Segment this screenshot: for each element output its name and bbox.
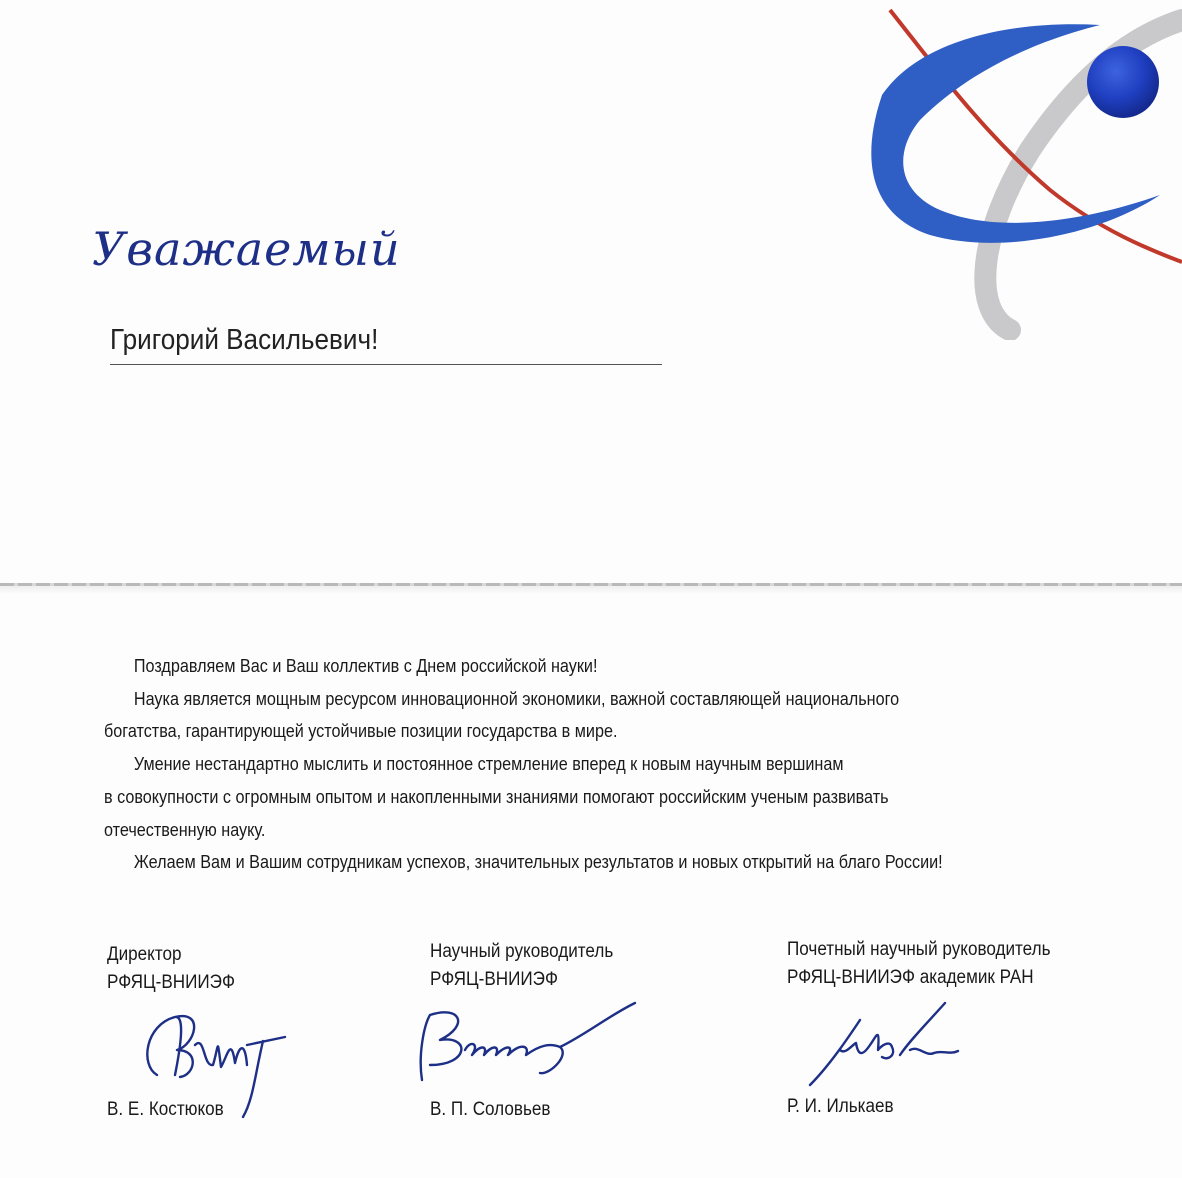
signatory-scientific-director (430, 938, 634, 994)
signatory-honorary-director (787, 936, 1080, 992)
signatory-name: Р. И. Илькаев (787, 1096, 894, 1117)
paragraph: Желаем Вам и Вашим сотрудникам успехов, значительных результатов и новых открытий на благо России! (133, 851, 943, 873)
paragraph: отечественную науку. (104, 818, 266, 840)
signatory-title: Почетный научный руководитель (787, 939, 1051, 960)
paragraph: в совокупности с огромным опытом и накопленными знаниями помогают российским ученым развивать (104, 785, 889, 807)
salutation: Уважаемый (92, 222, 401, 276)
signatory-organization: РФЯЦ-ВНИИЭФ (430, 969, 558, 990)
paragraph: богатства, гарантирующей устойчивые позиции государства в мире. (104, 720, 618, 742)
atom-orbit-logo-icon (860, 0, 1182, 340)
signatory-director (107, 941, 249, 997)
paragraph: Умение нестандартно мыслить и постоянное стремление вперед к новым научным вершинам (133, 753, 844, 775)
paragraph: Поздравляем Вас и Ваш коллектив с Днем российской науки! (133, 655, 598, 676)
fold-shadow (0, 586, 1182, 594)
signatory-name: В. П. Соловьев (430, 1099, 551, 1120)
recipient-name: Григорий Васильевич! (110, 324, 379, 356)
signatory-organization: РФЯЦ-ВНИИЭФ академик РАН (787, 967, 1034, 988)
signatory-title: Директор (107, 944, 182, 965)
signature-solovyev-icon (410, 995, 650, 1095)
recipient-underline (110, 364, 662, 365)
signature-ilkaev-icon (800, 995, 980, 1095)
signatory-title: Научный руководитель (430, 941, 614, 962)
signatory-name: В. Е. Костюков (107, 1099, 224, 1120)
signatory-organization: РФЯЦ-ВНИИЭФ (107, 972, 235, 993)
letter-body (104, 650, 984, 879)
paragraph: Наука является мощным ресурсом инновационной экономики, важной составляющей национального (133, 687, 900, 709)
